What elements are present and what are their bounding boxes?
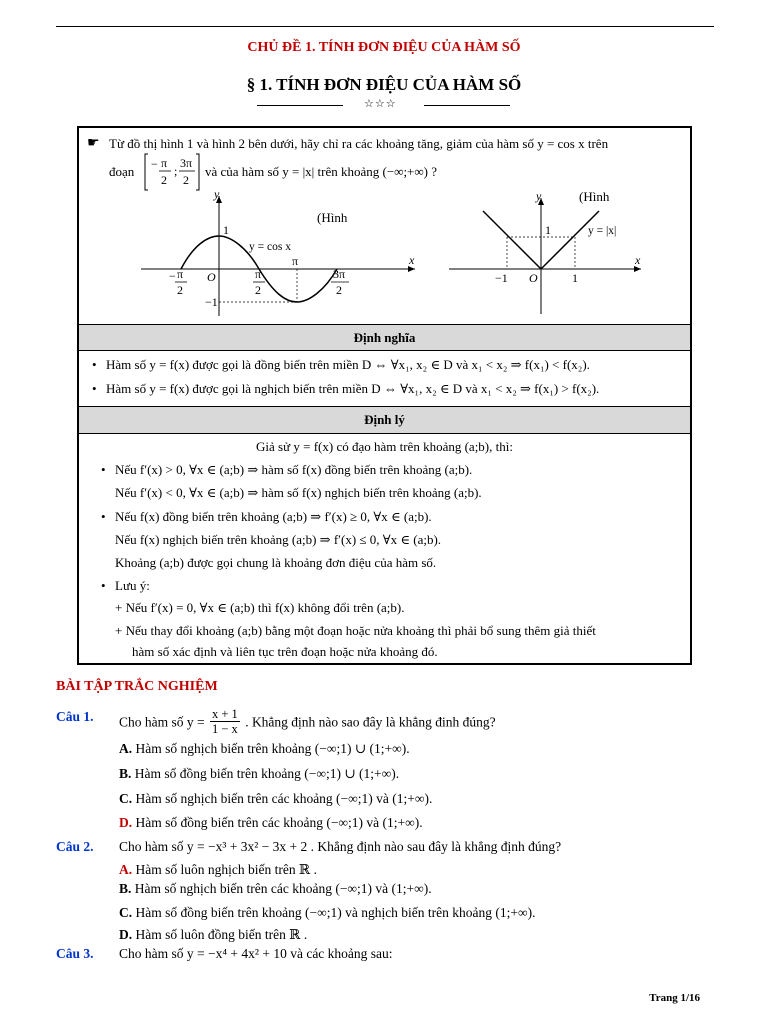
q2-option-d[interactable] <box>119 927 307 943</box>
g1-tick-pi2-num: π <box>255 267 262 281</box>
q1-option-a-text: Hàm số nghịch biến trên khoảng (−∞;1) ∪ (1;+∞). <box>132 741 410 756</box>
definition-cell <box>79 351 690 406</box>
theorem-line-9: + Nếu thay đổi khoảng (a;b) bằng một đoạn hoặc nửa khoảng thì phải bổ sung thêm giả thiết <box>115 623 596 638</box>
q1-option-b-text: Hàm số đồng biến trên khoảng (−∞;1) ∪ (1;+∞). <box>131 766 400 781</box>
g1-minus-one: −1 <box>205 295 218 309</box>
theorem-line-3: Nếu f′(x) < 0, ∀x ∈ (a;b) ⇒ hàm số f(x) nghịch biến trên khoảng (a;b). <box>115 485 482 500</box>
g1-tick-neg-pi-den: 2 <box>177 283 183 297</box>
g1-tick-pi: π <box>292 254 299 268</box>
q2-option-c-text: Hàm số đồng biến trên khoảng (−∞;1) và nghịch biến trên khoảng (1;+∞). <box>132 905 536 920</box>
page-number: Trang 1/16 <box>649 992 700 1004</box>
q1-number: Câu 1. <box>56 709 94 724</box>
cosine-graph <box>135 188 425 322</box>
g1-origin: O <box>207 270 216 284</box>
theorem-line-4: • Nếu f(x) đồng biến trên khoảng (a;b) ⇒ f′(x) ≥ 0, ∀x ∈ (a;b). <box>115 509 432 525</box>
svg-text:−: − <box>151 157 158 171</box>
q1-stem <box>119 709 496 738</box>
q1-option-c-key: C. <box>119 791 133 806</box>
theorem-line-7: • Lưu ý: <box>115 578 150 594</box>
theorem-header: Định lý <box>79 407 690 433</box>
theorem-line-1: Giả sử y = f(x) có đạo hàm trên khoảng (a;b), thì: <box>256 439 513 454</box>
svg-text:3π: 3π <box>180 156 193 170</box>
theorem-line-5: Nếu f(x) nghịch biến trên khoảng (a;b) ⇒ f′(x) ≤ 0, ∀x ∈ (a;b). <box>115 532 442 547</box>
g1-tick-pi2-den: 2 <box>255 283 261 297</box>
q3-number: Câu 3. <box>56 946 94 961</box>
q1-option-d-key: D. <box>119 815 133 830</box>
g1-x-label: x <box>409 253 415 267</box>
q1-option-a[interactable] <box>119 741 410 757</box>
hand-pointing-icon: ☛ <box>87 136 100 151</box>
abs-graph <box>445 184 685 320</box>
g1-tick-3pi2-den: 2 <box>336 283 342 297</box>
g1-one: 1 <box>223 223 229 237</box>
g1-y-label: y <box>214 188 220 201</box>
top-rule <box>56 26 714 27</box>
chapter-title: CHỦ ĐỀ 1. TÍNH ĐƠN ĐIỆU CỦA HÀM SỐ <box>247 40 521 55</box>
intro-line-2-end: và của hàm số y = |x| trên khoảng (−∞;+∞) ? <box>205 164 438 179</box>
intro-line-2-start: đoạn <box>109 164 135 179</box>
g1-tick-neg-pi-num: π <box>177 267 184 281</box>
q2-option-d-text: Hàm số luôn đồng biến trên ℝ . <box>132 927 308 942</box>
g2-func-label: y = |x| <box>588 225 617 237</box>
theorem-line-10: hàm số xác định và liên tục trên đoạn hoặc nửa khoảng đó. <box>132 644 438 659</box>
q2-option-c-key: C. <box>119 905 133 920</box>
q1-pre: Cho hàm số y = <box>119 714 205 730</box>
q1-frac-num: x + 1 <box>212 707 238 721</box>
q2-option-b-text: Hàm số nghịch biến trên các khoảng (−∞;1) và (1;+∞). <box>131 881 432 896</box>
q1-option-c-text: Hàm số nghịch biến trên các khoảng (−∞;1) và (1;+∞). <box>132 791 433 806</box>
q2-option-a-key: A. <box>119 862 133 877</box>
theorem-line-2: • Nếu f′(x) > 0, ∀x ∈ (a;b) ⇒ hàm số f(x) đồng biến trên khoảng (a;b). <box>115 462 472 478</box>
q1-option-d-text: Hàm số đồng biến trên các khoảng (−∞;1) và (1;+∞). <box>132 815 423 830</box>
q2-option-b-key: B. <box>119 881 132 896</box>
definition-item-1: • Hàm số y = f(x) được gọi là đồng biến trên miền D ⇔ ∀x₁, x₂ ∈ D và x₁ < x₂ ⇒ f(x₁) < f(x₂). <box>106 357 590 373</box>
q1-frac-den: 1 − x <box>212 722 238 736</box>
q1-option-c[interactable] <box>119 791 432 807</box>
q1-option-a-key: A. <box>119 741 133 756</box>
q2-stem: Cho hàm số y = −x³ + 3x² − 3x + 2 . Khẳng định nào sau đây là khẳng định đúng? <box>119 839 562 854</box>
intro-line-1: Từ đồ thị hình 1 và hình 2 bên dưới, hãy chỉ ra các khoảng tăng, giảm của hàm số y = cos x trên <box>109 136 609 151</box>
q2-option-a[interactable] <box>119 862 317 878</box>
g2-one-y: 1 <box>545 223 551 237</box>
definition-header: Định nghĩa <box>79 325 690 350</box>
svg-text:2: 2 <box>183 173 189 187</box>
section-rule-right <box>424 105 510 106</box>
q1-option-b-key: B. <box>119 766 132 781</box>
g1-tick-3pi2-num: 3π <box>333 267 346 281</box>
g1-neg-sign: − <box>169 269 176 283</box>
g2-one-x: 1 <box>572 271 578 285</box>
svg-text:π: π <box>161 156 168 170</box>
g2-x-label: x <box>635 253 641 267</box>
g2-minus-one: −1 <box>495 271 508 285</box>
q2-number: Câu 2. <box>56 839 94 854</box>
intro-cell <box>79 128 690 324</box>
q3-stem: Cho hàm số y = −x⁴ + 4x² + 10 và các khoảng sau: <box>119 946 393 961</box>
definition-item-2: • Hàm số y = f(x) được gọi là nghịch biến trên miền D ⇔ ∀x₁, x₂ ∈ D và x₁ < x₂ ⇒ f(x₁) > f(x₂). <box>106 381 599 397</box>
theory-box <box>77 126 692 665</box>
g2-origin: O <box>529 271 538 285</box>
q1-option-b[interactable] <box>119 766 399 782</box>
theorem-cell <box>79 434 690 663</box>
interval-bracket <box>143 152 201 192</box>
g2-y-label: y <box>536 189 542 203</box>
g2-caption: (Hình <box>579 189 610 204</box>
q1-fraction <box>210 707 240 736</box>
theorem-line-8: + Nếu f′(x) = 0, ∀x ∈ (a;b) thì f(x) không đổi trên (a;b). <box>115 600 405 615</box>
q2-option-d-key: D. <box>119 927 133 942</box>
theorem-line-6: Khoảng (a;b) được gọi chung là khoảng đơn điệu của hàm số. <box>115 555 437 570</box>
q1-post: . Khẳng định nào sao đây là khẳng đinh đúng? <box>245 714 496 730</box>
g1-caption: (Hình <box>317 210 348 225</box>
q2-option-b[interactable] <box>119 881 432 897</box>
svg-text:;: ; <box>174 164 178 178</box>
g1-func-label: y = cos x <box>249 241 291 253</box>
q1-option-d[interactable] <box>119 815 423 831</box>
section-rule-left <box>257 105 343 106</box>
svg-text:2: 2 <box>161 173 167 187</box>
section-title: § 1. TÍNH ĐƠN ĐIỆU CỦA HÀM SỐ <box>246 75 522 94</box>
ornament-stars: ☆☆☆ <box>364 98 397 110</box>
q2-option-c[interactable] <box>119 905 536 921</box>
q2-option-a-text: Hàm số luôn nghịch biến trên ℝ . <box>132 862 317 877</box>
exercises-heading: BÀI TẬP TRẮC NGHIỆM <box>56 679 218 694</box>
